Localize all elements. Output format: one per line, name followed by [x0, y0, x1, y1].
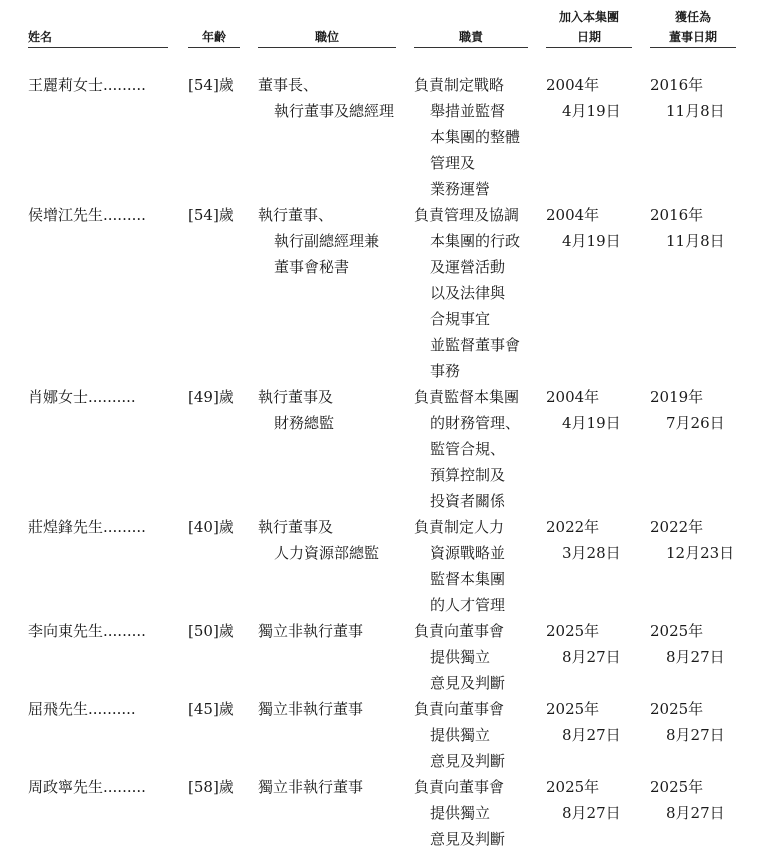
appoint-date	[650, 514, 734, 566]
table-row	[0, 618, 768, 696]
header-position-text: 職位	[314, 30, 339, 44]
appoint-date-line: 2025年	[650, 700, 704, 718]
appoint-date-line: 2025年	[650, 778, 704, 796]
director-age-line: [54]歲	[188, 206, 234, 224]
director-duties-line: 負責向董事會	[414, 778, 505, 796]
appoint-date	[650, 774, 725, 826]
director-name	[28, 202, 146, 228]
header-join-line1: 加入本集團	[558, 10, 619, 24]
director-duties	[414, 514, 505, 618]
appoint-date-line: 8月27日	[666, 726, 725, 744]
join-date-line: 8月27日	[562, 648, 621, 666]
header-name	[28, 27, 168, 48]
director-duties-line: 預算控制及	[430, 466, 506, 484]
director-duties-line: 的財務管理、	[430, 414, 521, 432]
director-position-line: 財務總監	[274, 414, 335, 432]
director-position-line: 董事會秘書	[274, 258, 350, 276]
director-position	[258, 618, 363, 644]
director-duties-line: 本集團的行政	[430, 232, 521, 250]
director-age-line: [50]歲	[188, 622, 234, 640]
join-date-line: 4月19日	[562, 102, 621, 120]
director-duties-line: 舉措並監督	[430, 102, 506, 120]
join-date	[546, 72, 621, 124]
header-age-text: 年齡	[201, 30, 226, 44]
director-position-line: 執行董事及	[258, 518, 334, 536]
join-date-line: 2022年	[546, 518, 600, 536]
appoint-date	[650, 72, 725, 124]
appoint-date	[650, 618, 725, 670]
director-name-line: 王麗莉女士.........	[28, 76, 146, 94]
join-date-line: 3月28日	[562, 544, 621, 562]
director-position	[258, 72, 394, 124]
director-age-line: [40]歲	[188, 518, 234, 536]
director-duties	[414, 202, 520, 384]
director-name-line: 李向東先生.........	[28, 622, 146, 640]
director-duties	[414, 618, 505, 696]
join-date	[546, 514, 621, 566]
director-duties-line: 負責向董事會	[414, 622, 505, 640]
appoint-date-line: 2025年	[650, 622, 704, 640]
appoint-date-line: 8月27日	[666, 648, 725, 666]
header-appoint-date	[650, 7, 736, 48]
appoint-date-line: 2019年	[650, 388, 704, 406]
director-position-line: 獨立非執行董事	[258, 700, 364, 718]
appoint-date-line: 8月27日	[666, 804, 725, 822]
director-position	[258, 774, 363, 800]
director-age-line: [45]歲	[188, 700, 234, 718]
director-name-line: 莊煌鋒先生.........	[28, 518, 146, 536]
appoint-date	[650, 384, 725, 436]
director-duties-line: 意見及判斷	[430, 752, 506, 770]
director-duties-line: 負責制定人力	[414, 518, 505, 536]
join-date-line: 2004年	[546, 388, 600, 406]
director-duties-line: 負責監督本集團	[414, 388, 520, 406]
director-age-line: [49]歲	[188, 388, 234, 406]
director-duties	[414, 72, 520, 202]
director-position-line: 執行副總經理兼	[274, 232, 380, 250]
director-duties-line: 業務運營	[430, 180, 491, 198]
director-name	[28, 774, 146, 800]
table-header	[0, 0, 768, 52]
director-name-line: 肖娜女士..........	[28, 388, 136, 406]
join-date-line: 4月19日	[562, 232, 621, 250]
header-appoint-line1: 獲任為	[674, 10, 711, 24]
director-duties-line: 合規事宜	[430, 310, 491, 328]
header-duties-text: 職責	[458, 30, 483, 44]
director-name	[28, 514, 146, 540]
appoint-date	[650, 202, 725, 254]
join-date-line: 2004年	[546, 206, 600, 224]
table-row	[0, 774, 768, 852]
director-position-line: 執行董事、	[258, 206, 334, 224]
header-age	[188, 27, 240, 48]
director-position-line: 人力資源部總監	[274, 544, 380, 562]
header-join-date	[546, 7, 632, 48]
appoint-date-line: 2016年	[650, 76, 704, 94]
director-age-line: [58]歲	[188, 778, 234, 796]
join-date-line: 2025年	[546, 622, 600, 640]
director-duties-line: 事務	[430, 362, 461, 380]
join-date	[546, 774, 621, 826]
appoint-date-line: 12月23日	[666, 544, 735, 562]
director-duties-line: 及運營活動	[430, 258, 506, 276]
director-duties	[414, 384, 520, 514]
join-date-line: 2025年	[546, 778, 600, 796]
appoint-date-line: 7月26日	[666, 414, 725, 432]
header-join-line2: 日期	[576, 30, 601, 44]
director-name-line: 屈飛先生..........	[28, 700, 136, 718]
director-age	[188, 774, 234, 800]
director-age	[188, 618, 234, 644]
table-row	[0, 384, 768, 514]
join-date	[546, 202, 621, 254]
director-position	[258, 514, 379, 566]
directors-table-body	[0, 72, 768, 852]
table-row	[0, 514, 768, 618]
table-row	[0, 202, 768, 384]
director-duties-line: 投資者關係	[430, 492, 506, 510]
header-appoint-line2: 董事日期	[668, 30, 717, 44]
director-age-line: [54]歲	[188, 76, 234, 94]
director-duties-line: 監管合規、	[430, 440, 506, 458]
director-duties-line: 管理及	[430, 154, 476, 172]
director-name-line: 侯增江先生.........	[28, 206, 146, 224]
join-date-line: 8月27日	[562, 804, 621, 822]
table-row	[0, 72, 768, 202]
director-position-line: 董事長、	[258, 76, 319, 94]
director-position-line: 執行董事及	[258, 388, 334, 406]
appoint-date-line: 11月8日	[666, 232, 725, 250]
director-age	[188, 202, 234, 228]
director-duties-line: 負責制定戰略	[414, 76, 505, 94]
header-duties	[414, 27, 528, 48]
join-date-line: 4月19日	[562, 414, 621, 432]
header-position	[258, 27, 396, 48]
director-age	[188, 514, 234, 540]
appoint-date-line: 2022年	[650, 518, 704, 536]
join-date-line: 2004年	[546, 76, 600, 94]
director-duties	[414, 696, 505, 774]
join-date	[546, 618, 621, 670]
director-duties-line: 的人才管理	[430, 596, 506, 614]
table-row	[0, 696, 768, 774]
director-duties-line: 提供獨立	[430, 804, 491, 822]
director-name-line: 周政寧先生.........	[28, 778, 146, 796]
director-duties-line: 監督本集團	[430, 570, 506, 588]
director-position-line: 獨立非執行董事	[258, 778, 364, 796]
director-age	[188, 384, 234, 410]
join-date-line: 8月27日	[562, 726, 621, 744]
director-duties-line: 本集團的整體	[430, 128, 521, 146]
appoint-date-line: 2016年	[650, 206, 704, 224]
director-position-line: 執行董事及總經理	[274, 102, 395, 120]
director-position-line: 獨立非執行董事	[258, 622, 364, 640]
director-position	[258, 384, 334, 436]
director-age	[188, 72, 234, 98]
appoint-date	[650, 696, 725, 748]
director-duties-line: 並監督董事會	[430, 336, 521, 354]
director-duties	[414, 774, 505, 852]
director-duties-line: 負責管理及協調	[414, 206, 520, 224]
director-duties-line: 以及法律與	[430, 284, 506, 302]
join-date	[546, 384, 621, 436]
director-duties-line: 提供獨立	[430, 648, 491, 666]
director-age	[188, 696, 234, 722]
director-duties-line: 負責向董事會	[414, 700, 505, 718]
director-name	[28, 384, 136, 410]
director-name	[28, 696, 136, 722]
director-duties-line: 意見及判斷	[430, 830, 506, 848]
director-name	[28, 72, 146, 98]
director-name	[28, 618, 146, 644]
appoint-date-line: 11月8日	[666, 102, 725, 120]
join-date	[546, 696, 621, 748]
director-position	[258, 202, 379, 280]
director-duties-line: 意見及判斷	[430, 674, 506, 692]
director-duties-line: 提供獨立	[430, 726, 491, 744]
director-duties-line: 資源戰略並	[430, 544, 506, 562]
header-name-text: 姓名	[28, 30, 53, 44]
director-position	[258, 696, 363, 722]
join-date-line: 2025年	[546, 700, 600, 718]
